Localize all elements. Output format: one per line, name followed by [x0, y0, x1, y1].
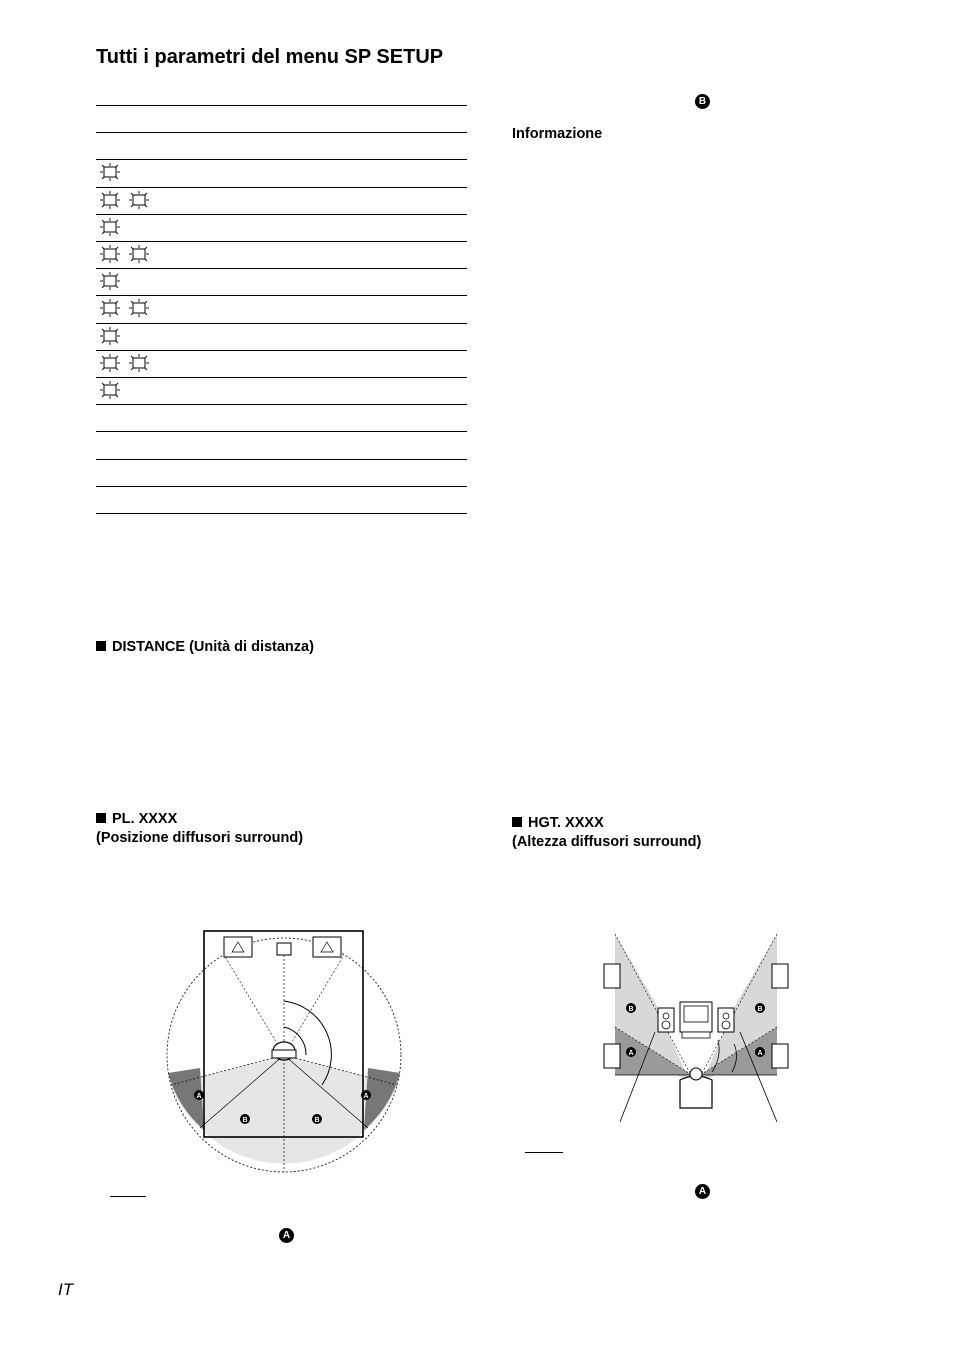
zone-b-label: B	[628, 1006, 634, 1013]
language-code: IT	[58, 1280, 74, 1299]
table-rule	[96, 268, 467, 269]
marker-a: A	[695, 1184, 710, 1199]
section-hgt	[512, 814, 701, 852]
blinking-indicator-icon	[100, 354, 120, 372]
table-rule	[96, 377, 467, 378]
blinking-indicator-icon	[100, 327, 120, 345]
table-rule	[96, 459, 467, 460]
table-rule	[96, 513, 467, 514]
section-hgt-subtitle: (Altezza diffusori surround)	[512, 834, 702, 850]
table-rule	[96, 132, 467, 133]
blinking-indicator-icon	[100, 299, 120, 317]
section-pl-subtitle: (Posizione diffusori surround)	[96, 830, 304, 846]
table-rule	[96, 241, 467, 242]
zone-a-label: A	[628, 1050, 634, 1057]
bullet-square-icon	[512, 817, 522, 827]
section-distance-label: DISTANCE (Unità di distanza)	[112, 639, 314, 655]
table-rule	[96, 187, 467, 188]
blinking-indicator-icon	[129, 191, 149, 209]
speaker-position-diagram	[160, 925, 410, 1180]
front-right-speaker-icon	[313, 937, 341, 957]
section-pl-label: PL. XXXX	[112, 811, 178, 827]
zone-a-label: A	[363, 1093, 369, 1100]
surround-left-high-speaker-icon	[604, 964, 620, 988]
blinking-indicator-icon	[100, 218, 120, 236]
blinking-indicator-icon	[100, 272, 120, 290]
marker-a: A	[279, 1228, 294, 1243]
blinking-indicator-icon	[129, 354, 149, 372]
table-rule	[96, 323, 467, 324]
bullet-square-icon	[96, 813, 106, 823]
bullet-square-icon	[96, 641, 106, 651]
table-rule	[96, 214, 467, 215]
table-rule	[96, 404, 467, 405]
surround-left-low-speaker-icon	[604, 1044, 620, 1068]
front-left-speaker-icon	[658, 1008, 674, 1032]
blinking-indicator-icon	[129, 299, 149, 317]
note-rule	[525, 1152, 563, 1153]
blinking-indicator-icon	[100, 191, 120, 209]
note-rule	[110, 1196, 146, 1197]
table-rule	[96, 159, 467, 160]
zone-a-label: A	[196, 1093, 202, 1100]
front-left-speaker-icon	[224, 937, 252, 957]
zone-a-label: A	[757, 1050, 763, 1057]
section-hgt-label: HGT. XXXX	[528, 815, 604, 831]
section-pl	[96, 810, 303, 848]
table-rule	[96, 486, 467, 487]
info-heading: Informazione	[512, 126, 603, 142]
zone-b-label: B	[314, 1117, 320, 1124]
zone-b-label: B	[757, 1006, 763, 1013]
listener-chair-icon	[680, 1076, 712, 1108]
front-right-speaker-icon	[718, 1008, 734, 1032]
blinking-indicator-icon	[100, 163, 120, 181]
table-rule	[96, 350, 467, 351]
speaker-height-diagram	[600, 932, 800, 1127]
table-rule	[96, 431, 467, 432]
surround-right-low-speaker-icon	[772, 1044, 788, 1068]
zone-a-right	[364, 1068, 400, 1130]
section-distance	[96, 638, 314, 657]
blinking-indicator-icon	[100, 245, 120, 263]
center-speaker-icon	[277, 943, 291, 955]
table-rule	[96, 105, 467, 106]
blinking-indicator-icon	[129, 245, 149, 263]
surround-right-high-speaker-icon	[772, 964, 788, 988]
table-rule	[96, 295, 467, 296]
blinking-indicator-icon	[100, 381, 120, 399]
page-title: Tutti i parametri del menu SP SETUP	[96, 46, 444, 68]
zone-b-label: B	[242, 1117, 248, 1124]
marker-b: B	[695, 94, 710, 109]
